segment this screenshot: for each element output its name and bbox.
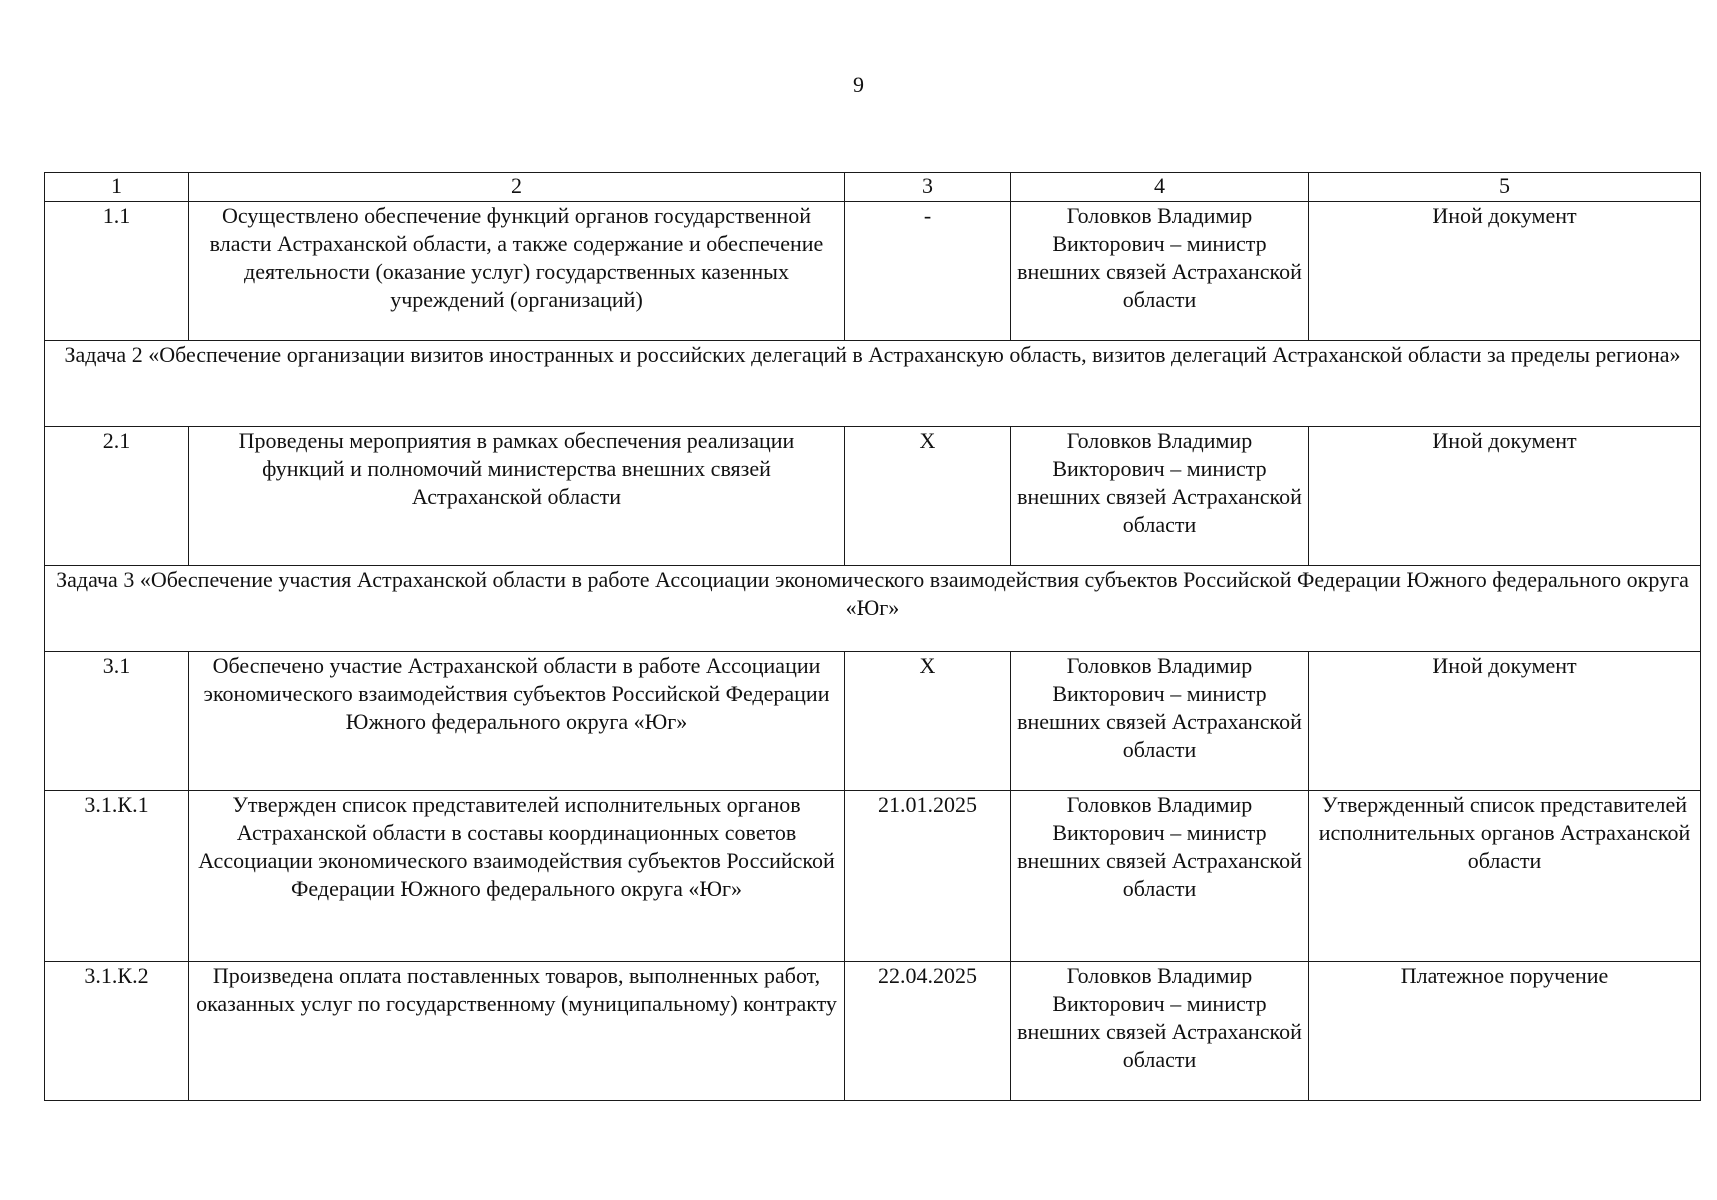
column-header: 1 — [45, 173, 189, 202]
table-header-row — [45, 173, 1701, 202]
responsible-person: Головков Владимир Викторович – министр внешних связей Астраханской области — [1011, 791, 1309, 962]
results-table — [44, 172, 1701, 1101]
result-date: Х — [845, 652, 1011, 791]
result-description: Произведена оплата поставленных товаров, выполненных работ, оказанных услуг по государственному (муниципальному) контракту — [189, 962, 845, 1101]
table-row — [45, 427, 1701, 566]
column-header: 4 — [1011, 173, 1309, 202]
page-number: 9 — [853, 72, 864, 97]
row-number: 3.1.К.1 — [45, 791, 189, 962]
result-date: Х — [845, 427, 1011, 566]
result-description: Осуществлено обеспечение функций органов государственной власти Астраханской области, а также содержание и обеспечение деятельности (оказание услуг) государственных казенных учреждений (организаций) — [189, 202, 845, 341]
row-number: 3.1.К.2 — [45, 962, 189, 1101]
column-header: 3 — [845, 173, 1011, 202]
document-type: Утвержденный список представителей исполнительных органов Астраханской области — [1309, 791, 1701, 962]
result-date: 21.01.2025 — [845, 791, 1011, 962]
task-title: Задача 2 «Обеспечение организации визитов иностранных и российских делегаций в Астраханскую область, визитов делегаций Астраханской области за пределы региона» — [45, 341, 1701, 427]
column-header: 5 — [1309, 173, 1701, 202]
document-type: Иной документ — [1309, 202, 1701, 341]
result-date: - — [845, 202, 1011, 341]
document-type: Иной документ — [1309, 427, 1701, 566]
table-row — [45, 962, 1701, 1101]
result-description: Обеспечено участие Астраханской области в работе Ассоциации экономического взаимодействия субъектов Российской Федерации Южного федерального округа «Юг» — [189, 652, 845, 791]
document-type: Платежное поручение — [1309, 962, 1701, 1101]
row-number: 3.1 — [45, 652, 189, 791]
task-title: Задача 3 «Обеспечение участия Астраханской области в работе Ассоциации экономического взаимодействия субъектов Российской Федерации Южного федерального округа «Юг» — [45, 566, 1701, 652]
row-number: 1.1 — [45, 202, 189, 341]
task-row — [45, 341, 1701, 427]
document-type: Иной документ — [1309, 652, 1701, 791]
table-row — [45, 202, 1701, 341]
table-row — [45, 652, 1701, 791]
result-description: Утвержден список представителей исполнительных органов Астраханской области в составы координационных советов Ассоциации экономического взаимодействия субъектов Российской Федерации Южного федерального округа «Юг» — [189, 791, 845, 962]
responsible-person: Головков Владимир Викторович – министр внешних связей Астраханской области — [1011, 427, 1309, 566]
responsible-person: Головков Владимир Викторович – министр внешних связей Астраханской области — [1011, 202, 1309, 341]
result-date: 22.04.2025 — [845, 962, 1011, 1101]
row-number: 2.1 — [45, 427, 189, 566]
table-row — [45, 791, 1701, 962]
responsible-person: Головков Владимир Викторович – министр внешних связей Астраханской области — [1011, 962, 1309, 1101]
result-description: Проведены мероприятия в рамках обеспечения реализации функций и полномочий министерства внешних связей Астраханской области — [189, 427, 845, 566]
column-header: 2 — [189, 173, 845, 202]
responsible-person: Головков Владимир Викторович – министр внешних связей Астраханской области — [1011, 652, 1309, 791]
task-row — [45, 566, 1701, 652]
